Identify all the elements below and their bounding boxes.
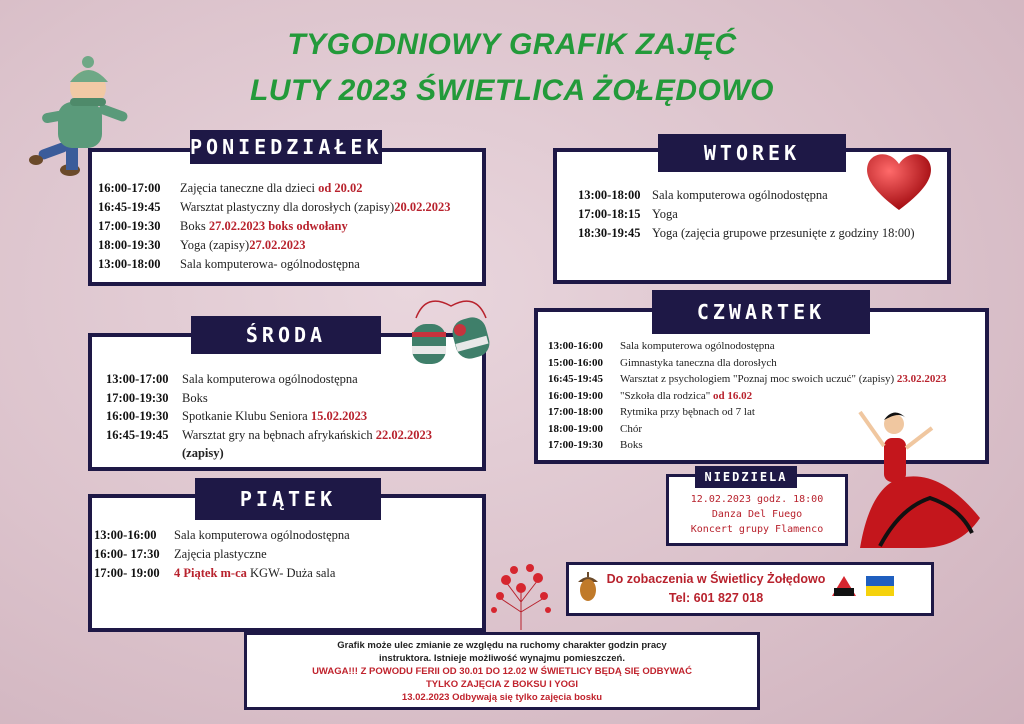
row-activity: Zajęcia plastyczne bbox=[174, 547, 267, 561]
thursday-row bbox=[548, 390, 752, 402]
row-time: 16:00-17:00 bbox=[98, 181, 161, 195]
flamenco-dancer-icon bbox=[840, 398, 990, 553]
row-time: 16:45-19:45 bbox=[98, 200, 161, 214]
wednesday-row bbox=[106, 391, 208, 406]
row-time: 18:30-19:45 bbox=[578, 226, 641, 240]
contact-phone: Tel: 601 827 018 bbox=[668, 591, 764, 605]
row-time: 13:00-17:00 bbox=[106, 372, 169, 386]
wednesday-row bbox=[106, 372, 358, 387]
row-time: 13:00-18:00 bbox=[578, 188, 641, 202]
row-note: 23.02.2023 bbox=[896, 373, 947, 385]
thursday-row bbox=[548, 406, 755, 418]
footer-line1: Grafik może ulec zmianie ze względu na ruchomy charakter godzin pracy bbox=[337, 640, 667, 651]
row-time: 17:00-19:30 bbox=[548, 439, 603, 451]
row-time: 13:00-18:00 bbox=[98, 257, 161, 271]
row-activity: Sala komputerowa ogólnodostępna bbox=[620, 340, 775, 352]
row-time: 16:00-19:00 bbox=[548, 389, 603, 402]
tuesday-header: WTOREK bbox=[658, 134, 846, 172]
row-note: 27.02.2023 bbox=[249, 238, 306, 252]
friday-header: PIĄTEK bbox=[195, 478, 381, 520]
row-activity: Sala komputerowa ogólnodostępna bbox=[652, 188, 828, 202]
footer-line3: UWAGA!!! Z POWODU FERII OD 30.01 DO 12.02 W ŚWIETLICY BĘDĄ SIĘ ODBYWAĆ bbox=[312, 666, 692, 677]
friday-row bbox=[94, 547, 267, 562]
row-note: 15.02.2023 bbox=[310, 409, 368, 423]
row-activity: Yoga (zajęcia grupowe przesunięte z godziny 18:00) bbox=[652, 226, 915, 240]
row-activity: Warsztat z psychologiem "Poznaj moc swoich uczuć" (zapisy) bbox=[620, 373, 897, 385]
tuesday-row bbox=[578, 207, 678, 222]
thursday-row bbox=[548, 373, 946, 385]
footer-line2: instruktora. Istnieje możliwość wynajmu pomieszczeń. bbox=[378, 653, 625, 664]
row-activity: "Szkoła dla rodzica" bbox=[620, 389, 713, 402]
row-note: 20.02.2023 bbox=[394, 200, 451, 214]
thursday-row bbox=[548, 439, 643, 451]
tuesday-row bbox=[578, 188, 828, 203]
row-time: 15:00-16:00 bbox=[548, 356, 603, 369]
footer-line4: TYLKO ZAJĘCIA Z BOKSU I YOGI bbox=[425, 679, 578, 690]
row-time: 13:00-16:00 bbox=[548, 340, 603, 352]
mittens-icon bbox=[406, 288, 496, 374]
row-activity: Zajęcia taneczne dla dzieci bbox=[180, 181, 319, 195]
row-activity: Yoga bbox=[652, 207, 678, 221]
sunday-date: 12.02.2023 godz. 18:00 bbox=[690, 494, 824, 505]
row-note: 22.02.2023 bbox=[375, 427, 432, 442]
row-activity: Boks bbox=[180, 219, 209, 233]
row-note: 4 Piątek m-ca bbox=[174, 566, 247, 580]
row-activity: Boks bbox=[182, 390, 208, 405]
thursday-row bbox=[548, 357, 777, 369]
monday-row bbox=[98, 238, 305, 253]
row-note: 27.02.2023 boks odwołany bbox=[208, 219, 348, 233]
row-activity: Boks bbox=[620, 439, 643, 451]
row-activity: Chór bbox=[620, 422, 642, 435]
sunday-event: Danza Del Fuego bbox=[711, 509, 803, 520]
friday-row bbox=[94, 528, 350, 543]
thursday-row bbox=[548, 423, 642, 435]
thursday-row bbox=[548, 340, 775, 352]
row-time: 16:45-19:45 bbox=[548, 373, 603, 385]
row-time: 18:00-19:30 bbox=[98, 238, 161, 252]
row-note: od 16.02 bbox=[712, 389, 753, 402]
footer-line5: 13.02.2023 Odbywają się tylko zajęcia bosku bbox=[401, 692, 603, 703]
row-activity: Gimnastyka taneczna dla dorosłych bbox=[620, 356, 777, 369]
monday-row bbox=[98, 181, 363, 196]
monday-row bbox=[98, 200, 450, 215]
sunday-header: NIEDZIELA bbox=[695, 466, 797, 488]
row-activity: Warsztat gry na bębnach afrykańskich bbox=[182, 427, 376, 442]
page-title-line2: LUTY 2023 ŚWIETLICA ŻOŁĘDOWO bbox=[249, 74, 775, 107]
sunday-concert: Koncert grupy Flamenco bbox=[690, 524, 824, 535]
monday-row bbox=[98, 257, 360, 272]
row-activity: Sala komputerowa ogólnodostępna bbox=[182, 372, 358, 386]
wednesday-extra: (zapisy) bbox=[182, 446, 224, 460]
row-location: KGW- Duża sala bbox=[246, 566, 336, 580]
wednesday-header: ŚRODA bbox=[191, 316, 381, 354]
row-time: 17:00-19:30 bbox=[98, 219, 161, 233]
logo-icon bbox=[830, 574, 858, 598]
row-note: od 20.02 bbox=[318, 181, 363, 195]
row-activity: Rytmika przy bębnach od 7 lat bbox=[620, 406, 755, 418]
footer-content bbox=[244, 640, 760, 710]
row-activity: Sala komputerowa ogólnodostępna bbox=[174, 528, 350, 542]
row-time: 18:00-19:00 bbox=[548, 422, 603, 435]
row-time: 17:00-18:15 bbox=[578, 207, 641, 221]
monday-row bbox=[98, 219, 348, 234]
row-time: 17:00-19:30 bbox=[106, 390, 169, 405]
row-time: 16:00- 17:30 bbox=[94, 547, 160, 561]
sunday-content bbox=[666, 494, 848, 544]
tuesday-row bbox=[578, 226, 915, 241]
wednesday-row bbox=[106, 428, 432, 443]
monday-header: PONIEDZIAŁEK bbox=[190, 130, 382, 164]
ukraine-flag-icon bbox=[866, 576, 894, 596]
row-activity: Yoga (zapisy) bbox=[180, 238, 250, 252]
friday-row bbox=[94, 566, 335, 581]
row-activity: Warsztat plastyczny dla dorosłych (zapisy) bbox=[180, 200, 395, 214]
page-title-line1: TYGODNIOWY GRAFIK ZAJĘĆ bbox=[287, 28, 737, 61]
row-time: 17:00- 19:00 bbox=[94, 566, 160, 580]
row-time: 16:00-19:30 bbox=[106, 409, 169, 423]
acorn-icon bbox=[576, 570, 600, 602]
heart-icon bbox=[862, 148, 936, 214]
hearts-tree-icon bbox=[486, 562, 556, 632]
row-activity: Spotkanie Klubu Seniora bbox=[182, 409, 311, 423]
wednesday-row bbox=[106, 409, 367, 424]
thursday-header: CZWARTEK bbox=[652, 290, 870, 334]
row-time: 16:45-19:45 bbox=[106, 427, 169, 442]
row-time: 17:00-18:00 bbox=[548, 406, 603, 418]
contact-greeting: Do zobaczenia w Świetlicy Żołędowo bbox=[606, 572, 826, 586]
row-time: 13:00-16:00 bbox=[94, 528, 157, 542]
row-activity: Sala komputerowa- ogólnodostępna bbox=[180, 257, 360, 271]
